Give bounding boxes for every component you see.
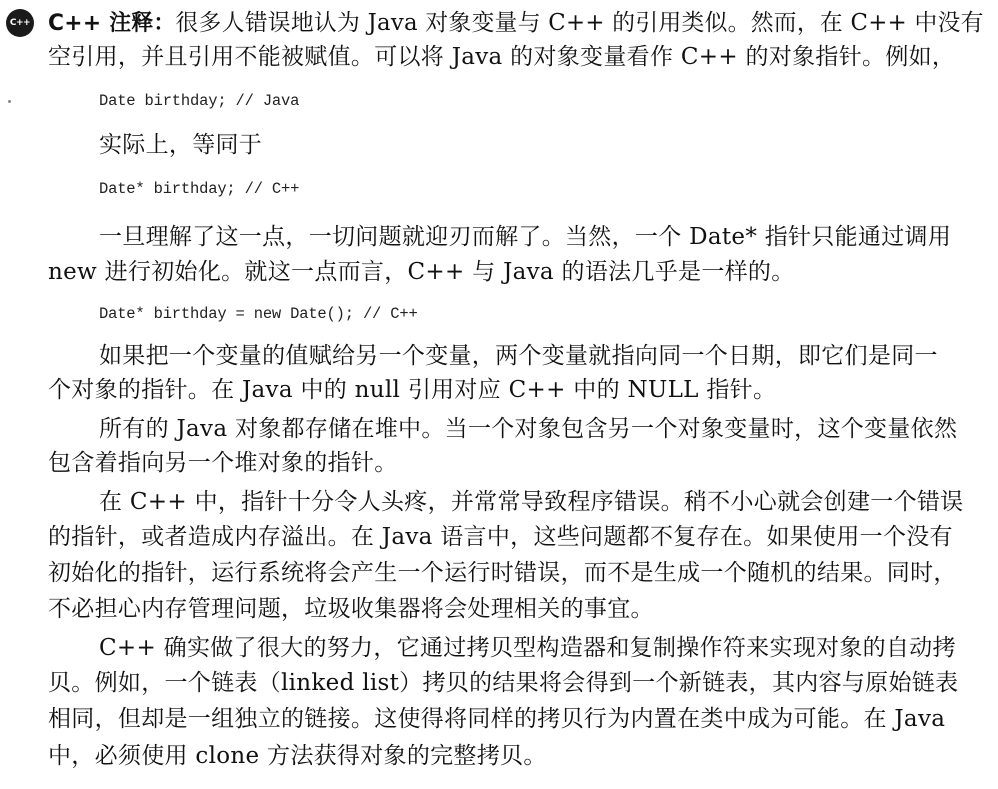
para5-line1: 在 C++ 中，指针十分令人头疼，并常常导致程序错误。稍不小心就会创建一个错误 <box>99 489 964 515</box>
para6-line2: 贝。例如，一个链表（linked list）拷贝的结果将会得到一个新链表，其内容与原始链表 <box>48 670 959 696</box>
para5-line3: 初始化的指针，运行系统将会产生一个运行时错误，而不是生成一个随机的结果。同时， <box>48 560 957 586</box>
para5-line2: 的指针，或者造成内存溢出。在 Java 语言中，这些问题都不复存在。如果使用一个没有 <box>48 524 953 550</box>
para6-line3: 相同，但却是一组独立的链接。这使得将同样的拷贝行为内置在类中成为可能。在 Java <box>48 706 946 732</box>
para6-line1: C++ 确实做了很大的努力，它通过拷贝型构造器和复制操作符来实现对象的自动拷 <box>99 635 956 661</box>
para5-line4: 不必担心内存管理问题，垃圾收集器将会处理相关的事宜。 <box>48 596 654 622</box>
code-line-java: Date birthday; // Java <box>99 92 300 110</box>
note-line1-text: 很多人错误地认为 Java 对象变量与 C++ 的引用类似。然而，在 C++ 中没有 <box>175 10 984 36</box>
para4-line1: 所有的 Java 对象都存储在堆中。当一个对象包含另一个对象变量时，这个变量依然 <box>99 416 958 442</box>
para2-line1: 一旦理解了这一点，一切问题就迎刃而解了。当然，一个 Date* 指针只能通过调用 <box>99 224 952 250</box>
para4-line2: 包含着指向另一个堆对象的指针。 <box>48 450 398 476</box>
para3-line2: 个对象的指针。在 Java 中的 null 引用对应 C++ 中的 NULL 指针。 <box>48 377 777 403</box>
cpp-note-icon: C++ <box>6 9 34 37</box>
note-first-line <box>48 8 984 38</box>
note-label: C++ 注释： <box>48 11 176 36</box>
note-line3: 实际上，等同于 <box>99 132 263 158</box>
code-line-cpp: Date* birthday; // C++ <box>99 180 300 198</box>
para6-line4: 中，必须使用 clone 方法获得对象的完整拷贝。 <box>48 743 547 769</box>
margin-dot <box>8 100 11 103</box>
code-line-cpp-new: Date* birthday = new Date(); // C++ <box>99 305 418 323</box>
para2-line2: new 进行初始化。就这一点而言，C++ 与 Java 的语法几乎是一样的。 <box>48 259 795 285</box>
note-line2: 空引用，并且引用不能被赋值。可以将 Java 的对象变量看作 C++ 的对象指针。例如， <box>48 44 956 70</box>
para3-line1: 如果把一个变量的值赋给另一个变量，两个变量就指向同一个日期，即它们是同一 <box>99 343 938 369</box>
